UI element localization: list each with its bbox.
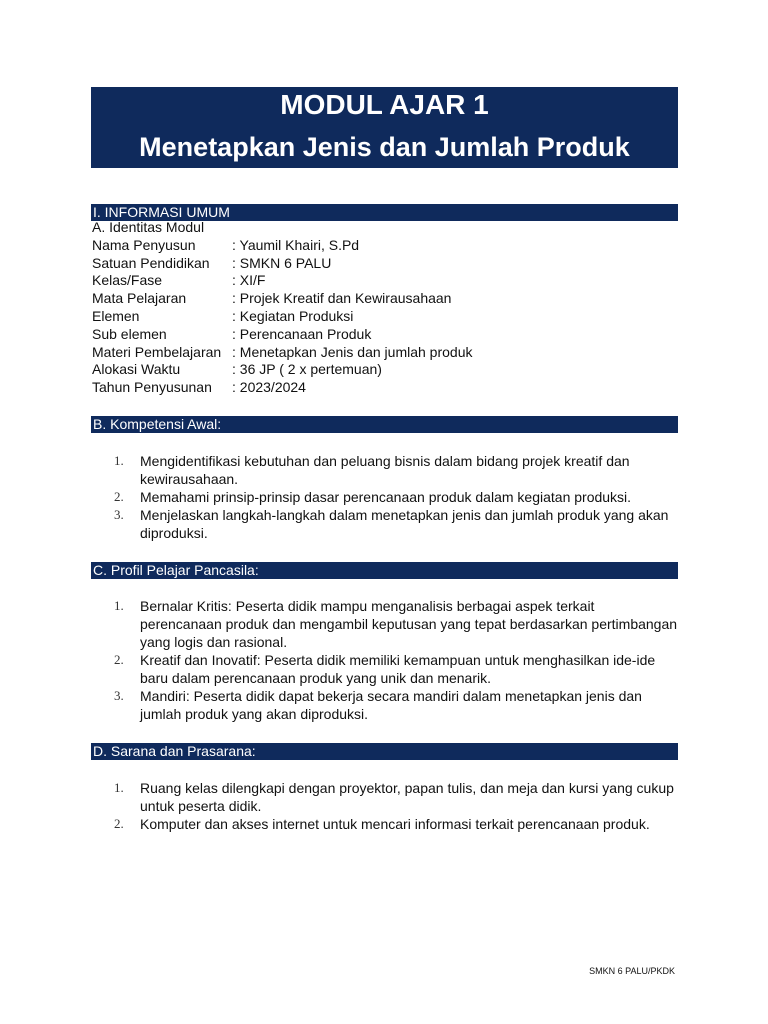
- info-label: Materi Pembelajaran: [92, 343, 222, 360]
- list-text: Mandiri: Peserta didik dapat bekerja secara mandiri dalam menetapkan jenis dan jumlah produk yang akan diproduksi.: [140, 688, 642, 722]
- profil-pelajar-list: [114, 597, 679, 723]
- list-item: [114, 506, 679, 542]
- info-label: Elemen: [92, 307, 140, 324]
- list-number: 2.: [114, 489, 124, 504]
- list-number: 1.: [114, 453, 124, 468]
- list-text: Bernalar Kritis: Peserta didik mampu menganalisis berbagai aspek terkait perencanaan produk dan mengambil keputusan yang tepat berdasarkan pertimbangan yang logis dan rasional.: [140, 598, 678, 650]
- kompetensi-awal-list: [114, 452, 679, 542]
- info-row: [92, 379, 672, 397]
- info-row: [92, 308, 672, 326]
- info-value: : 2023/2024: [232, 379, 306, 396]
- list-item: [114, 815, 679, 833]
- info-label: Alokasi Waktu: [92, 361, 181, 378]
- info-row: [92, 272, 672, 290]
- list-text: Memahami prinsip-prinsip dasar perencanaan produk dalam kegiatan produksi.: [140, 489, 632, 505]
- list-text: Ruang kelas dilengkapi dengan proyektor, papan tulis, dan meja dan kursi yang cukup untuk peserta didik.: [140, 780, 674, 814]
- list-text: Kreatif dan Inovatif: Peserta didik memiliki kemampuan untuk menghasilkan ide-ide baru dalam perencanaan produk yang unik dan menarik.: [140, 652, 656, 686]
- info-label: Mata Pelajaran: [92, 290, 187, 307]
- info-value: : Menetapkan Jenis dan jumlah produk: [232, 343, 473, 360]
- module-title: MODUL AJAR 1: [280, 89, 489, 120]
- info-value: : Perencanaan Produk: [232, 325, 372, 342]
- info-value: : SMKN 6 PALU: [232, 254, 332, 271]
- list-text: Mengidentifikasi kebutuhan dan peluang bisnis dalam bidang projek kreatif dan kewirausahaan.: [140, 453, 630, 487]
- list-item: [114, 687, 679, 723]
- identitas-modul-table: [92, 219, 672, 397]
- list-number: 3.: [114, 507, 124, 522]
- info-row: [92, 219, 672, 237]
- title-banner: [91, 87, 678, 168]
- info-label: Satuan Pendidikan: [92, 254, 210, 271]
- list-item: [114, 452, 679, 488]
- info-row: [92, 237, 672, 255]
- list-number: 3.: [114, 688, 124, 703]
- section-heading-kompetensi-awal: B. Kompetensi Awal:: [91, 416, 678, 433]
- section-heading-informasi-umum: I. INFORMASI UMUM: [91, 204, 678, 221]
- list-number: 1.: [114, 780, 124, 795]
- info-value: : Projek Kreatif dan Kewirausahaan: [232, 290, 452, 307]
- info-label: Tahun Penyusunan: [92, 379, 212, 396]
- info-label: A. Identitas Modul: [92, 219, 205, 235]
- info-row: [92, 290, 672, 308]
- list-item: [114, 779, 679, 815]
- list-item: [114, 597, 679, 651]
- info-label: Nama Penyusun: [92, 236, 196, 253]
- info-value: : Kegiatan Produksi: [232, 307, 354, 324]
- module-subtitle: Menetapkan Jenis dan Jumlah Produk: [139, 132, 630, 162]
- list-item: [114, 651, 679, 687]
- info-label: Kelas/Fase: [92, 272, 163, 289]
- info-label: Sub elemen: [92, 325, 167, 342]
- info-value: : 36 JP ( 2 x pertemuan): [232, 361, 382, 378]
- info-row: [92, 344, 672, 362]
- sarana-prasarana-list: [114, 779, 679, 833]
- list-number: 1.: [114, 598, 124, 613]
- info-row: [92, 255, 672, 273]
- info-value: : Yaumil Khairi, S.Pd: [232, 236, 360, 253]
- section-heading-sarana-prasarana: D. Sarana dan Prasarana:: [91, 743, 678, 760]
- list-number: 2.: [114, 816, 124, 831]
- info-value: : XI/F: [232, 272, 266, 289]
- info-row: [92, 326, 672, 344]
- section-heading-profil-pelajar-pancasila: C. Profil Pelajar Pancasila:: [91, 562, 678, 579]
- list-item: [114, 488, 679, 506]
- list-text: Menjelaskan langkah-langkah dalam menetapkan jenis dan jumlah produk yang akan diproduksi.: [140, 507, 669, 541]
- list-text: Komputer dan akses internet untuk mencari informasi terkait perencanaan produk.: [140, 816, 650, 832]
- info-row: [92, 361, 672, 379]
- list-number: 2.: [114, 652, 124, 667]
- page-footer: SMKN 6 PALU/PKDK: [589, 966, 675, 976]
